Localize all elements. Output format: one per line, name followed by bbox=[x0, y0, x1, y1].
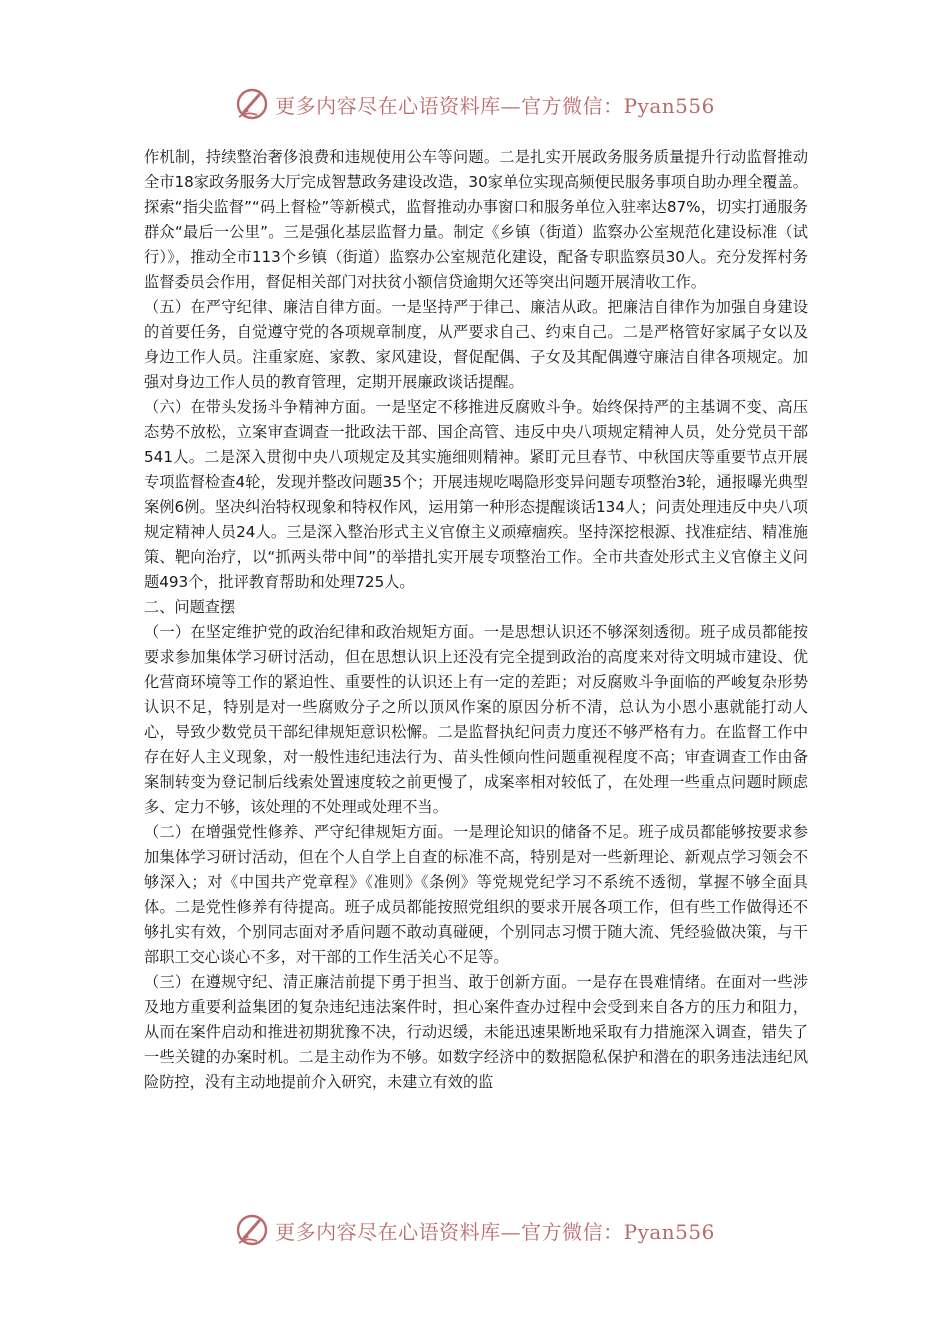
section-heading: 二、问题查摆 bbox=[144, 598, 236, 616]
brush-logo-icon bbox=[235, 1213, 269, 1247]
paragraph-1: 作机制，持续整治奢侈浪费和违规使用公车等问题。二是扎实开展政务服务质量提升行动监督推动全市18家政务服务大厅完成智慧政务建设改造，30家单位实现高频便民服务事项自助办理全覆盖。探索“指尖监督”“码上督检”等新模式，监督推动办事窗口和服务单位入驻率达87%，切实打通服务群众“最后一公里”。三是强化基层监督力量。制定《乡镇（街道）监察办公室规范化建设标准（试行）》，推动全市113个乡镇（街道）监察办公室规范化建设，配备专职监察员30人。充分发挥村务监督委员会作用，督促相关部门对扶贫小额信贷逾期欠还等突出问题开展清收工作。 bbox=[144, 148, 808, 291]
brush-logo-icon bbox=[235, 87, 269, 121]
paragraph-2: （五）在严守纪律、廉洁自律方面。一是坚持严于律己、廉洁从政。把廉洁自律作为加强自身建设的首要任务，自觉遵守党的各项规章制度，从严要求自己、约束自己。二是严格管好家属子女以及身边工作人员。注重家庭、家教、家风建设，督促配偶、子女及其配偶遵守廉洁自律各项规定。加强对身边工作人员的教育管理，定期开展廉政谈话提醒。 bbox=[144, 298, 808, 391]
paragraph-3: （六）在带头发扬斗争精神方面。一是坚定不移推进反腐败斗争。始终保持严的主基调不变、高压态势不放松，立案审查调查一批政法干部、国企高管、违反中央八项规定精神人员，处分党员干部541人。二是深入贯彻中央八项规定及其实施细则精神。紧盯元旦春节、中秋国庆等重要节点开展专项监督检查4轮，发现并整改问题35个；开展违规吃喝隐形变异问题专项整治3轮，通报曝光典型案例6例。坚决纠治特权现象和特权作风，运用第一种形态提醒谈话134人；问责处理违反中央八项规定精神人员24人。三是深入整治形式主义官僚主义顽瘴痼疾。坚持深挖根源、找准症结、精准施策、靶向治疗，以“抓两头带中间”的举措扎实开展专项整治工作。全市共查处形式主义官僚主义问题493个，批评教育帮助和处理725人。 bbox=[144, 398, 808, 591]
paragraph-5: （二）在增强党性修养、严守纪律规矩方面。一是理论知识的储备不足。班子成员都能够按要求参加集体学习研讨活动，但在个人自学上自查的标准不高，特别是对一些新理论、新观点学习领会不够深入；对《中国共产党章程》《准则》《条例》等党规党纪学习不系统不透彻，掌握不够全面具体。二是党性修养有待提高。班子成员都能按照党组织的要求开展各项工作，但有些工作做得还不够扎实有效，个别同志面对矛盾问题不敢动真碰硬，个别同志习惯于随大流、凭经验做决策，与干部职工交心谈心不多，对干部的工作生活关心不足等。 bbox=[144, 823, 808, 966]
paragraph-4: （一）在坚定维护党的政治纪律和政治规矩方面。一是思想认识还不够深刻透彻。班子成员都能按要求参加集体学习研讨活动，但在思想认识上还没有完全提到政治的高度来对待文明城市建设、优化营商环境等工作的紧迫性、重要性的认识还上有一定的差距；对反腐败斗争面临的严峻复杂形势认识不足，特别是对一些腐败分子之所以顶风作案的原因分析不清，总认为小恩小惠就能打动人心，导致少数党员干部纪律规矩意识松懈。二是监督执纪问责力度还不够严格有力。在监督工作中存在好人主义现象，对一般性违纪违法行为、苗头性倾向性问题重视程度不高；审查调查工作由备案制转变为登记制后线索处置速度较之前更慢了，成案率相对较低了，在处理一些重点问题时顾虑多、定力不够，该处理的不处理或处理不当。 bbox=[144, 623, 808, 816]
footer-banner-text: 更多内容尽在心语资料库—官方微信：Pyan556 bbox=[275, 1219, 715, 1244]
header-watermark-banner bbox=[0, 84, 950, 124]
document-body bbox=[144, 145, 808, 1095]
footer-watermark-banner bbox=[0, 1210, 950, 1250]
paragraph-6: （三）在遵规守纪、清正廉洁前提下勇于担当、敢于创新方面。一是存在畏难情绪。在面对一些涉及地方重要利益集团的复杂违纪违法案件时，担心案件查办过程中会受到来自各方的压力和阻力，从而在案件启动和推进初期犹豫不决，行动迟缓，未能迅速果断地采取有力措施深入调查，错失了一些关键的办案时机。二是主动作为不够。如数字经济中的数据隐私保护和潜在的职务违法违纪风险防控，没有主动地提前介入研究，未建立有效的监 bbox=[144, 973, 808, 1091]
header-banner-text: 更多内容尽在心语资料库—官方微信：Pyan556 bbox=[275, 93, 715, 118]
